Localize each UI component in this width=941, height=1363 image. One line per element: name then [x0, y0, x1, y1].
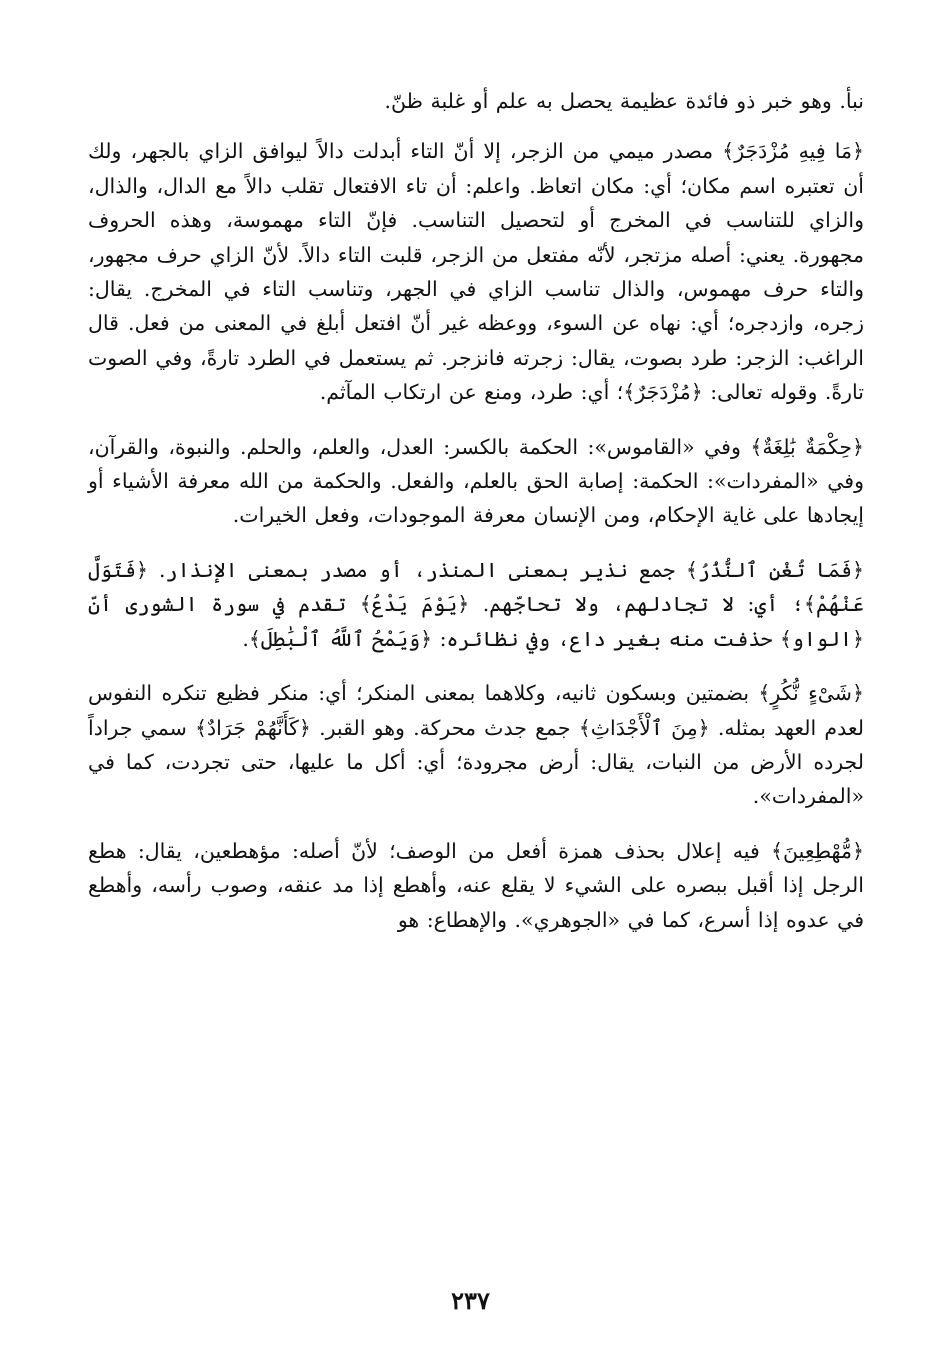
paragraph-muhtiin: ﴿مُّهْطِعِينَ﴾ فيه إعلال بحذف همزة أفعل من الوصف؛ لأنّ أصله: مؤهطعين، يقال: هطع الرجل إذا أقبل ببصره على الشيء لا يقلع عنه، وأهطع إذا مد عنقه، وصوب رأسه، وأهطع في عدوه إذا أسرع، كما في «الجوهري». والإهطاع: هو [88, 838, 864, 932]
document-page [88, 84, 864, 1284]
paragraph-hikma: ﴿حِكْمَةٌ بَٰلِغَةٌ﴾ وفي «القاموس»: الحكمة بالكسر: العدل، والعلم، والحلم. والنبوة، والقرآن، وفي «المفردات»: الحكمة: إصابة الحق بالعلم، والفعل. والحكمة من الله معرفة الأشياء أو إيجادها على غاية الإحكام، ومن الإنسان معرفة الموجودات، وفعل الخيرات. [88, 434, 864, 528]
paragraph-nukur: ﴿شَىْءٍ نُّكُرٍ﴾ بضمتين وبسكون ثانيه، وكلاهما بمعنى المنكر؛ أي: منكر فظيع تنكره النفوس لعدم العهد بمثله. ﴿مِنَ ٱلْأَجْدَاثِ﴾ جمع جدث محركة. وهو القبر. ﴿كَأَنَّهُمْ جَرَادٌ﴾ سمي جراداً لجرده الأرض من النبات، يقال: أرض مجرودة؛ أي: أكل ما عليها، حتى تجردت، كما في «المفردات». [88, 681, 864, 809]
paragraph-naba: نبأ. وهو خبر ذو فائدة عظيمة يحصل به علم أو غلبة ظنّ. [384, 89, 864, 113]
page-number: ٢٣٧ [451, 1286, 490, 1315]
paragraph-muzdajar: ﴿مَا فِيهِ مُزْدَجَرٌ﴾ مصدر ميمي من الزجر، إلا أنّ التاء أبدلت دالاً ليوافق الزاي بالجهر، ولك أن تعتبره اسم مكان؛ أي: مكان اتعاظ. واعلم: أن تاء الافتعال تقلب دالاً مع الدال، والذال، والزاي للتناسب في المخرج أو لتحصيل التناسب. فإنّ التاء مهموسة، وهذه الحروف مجهورة. يعني: أصله مزتجر، لأنّه مفتعل من الزجر، قلبت التاء دالاً. لأنّ الزاي حرف مجهور، والتاء حرف مهموس، والذال تناسب الزاي في الجهر، وتناسب التاء في المخرج. يقال: زجره، وازدجره؛ أي: نهاه عن السوء، ووعظه غير أنّ افتعل أبلغ في المعنى من فعل. قال الراغب: الزجر: طرد بصوت، يقال: زجرته فانزجر. ثم يستعمل في الطرد تارةً، وفي الصوت تارةً. وقوله تعالى: ﴿مُزْدَجَرٌ﴾؛ أي: طرد، ومنع عن ارتكاب المآثم. [88, 139, 864, 405]
paragraph-nudhur: ﴿فَمَا تُغْنِ ٱلنُّذُرُ﴾ جمع نذير بمعنى المنذر، أو مصدر بمعنى الإنذار. ﴿فَتَوَلَّ عَنْهُمْ﴾؛ أي: لا تجادلهم، ولا تحاجّهم. ﴿يَوْمَ يَدْعُ﴾ تقدم في سورة الشورى أنّ ﴿الواو﴾ حذفت منه بغير داع، وفي نظائره: ﴿وَيَمْحُ ٱللَّهُ ٱلْبَٰطِلَ﴾. [88, 557, 864, 651]
